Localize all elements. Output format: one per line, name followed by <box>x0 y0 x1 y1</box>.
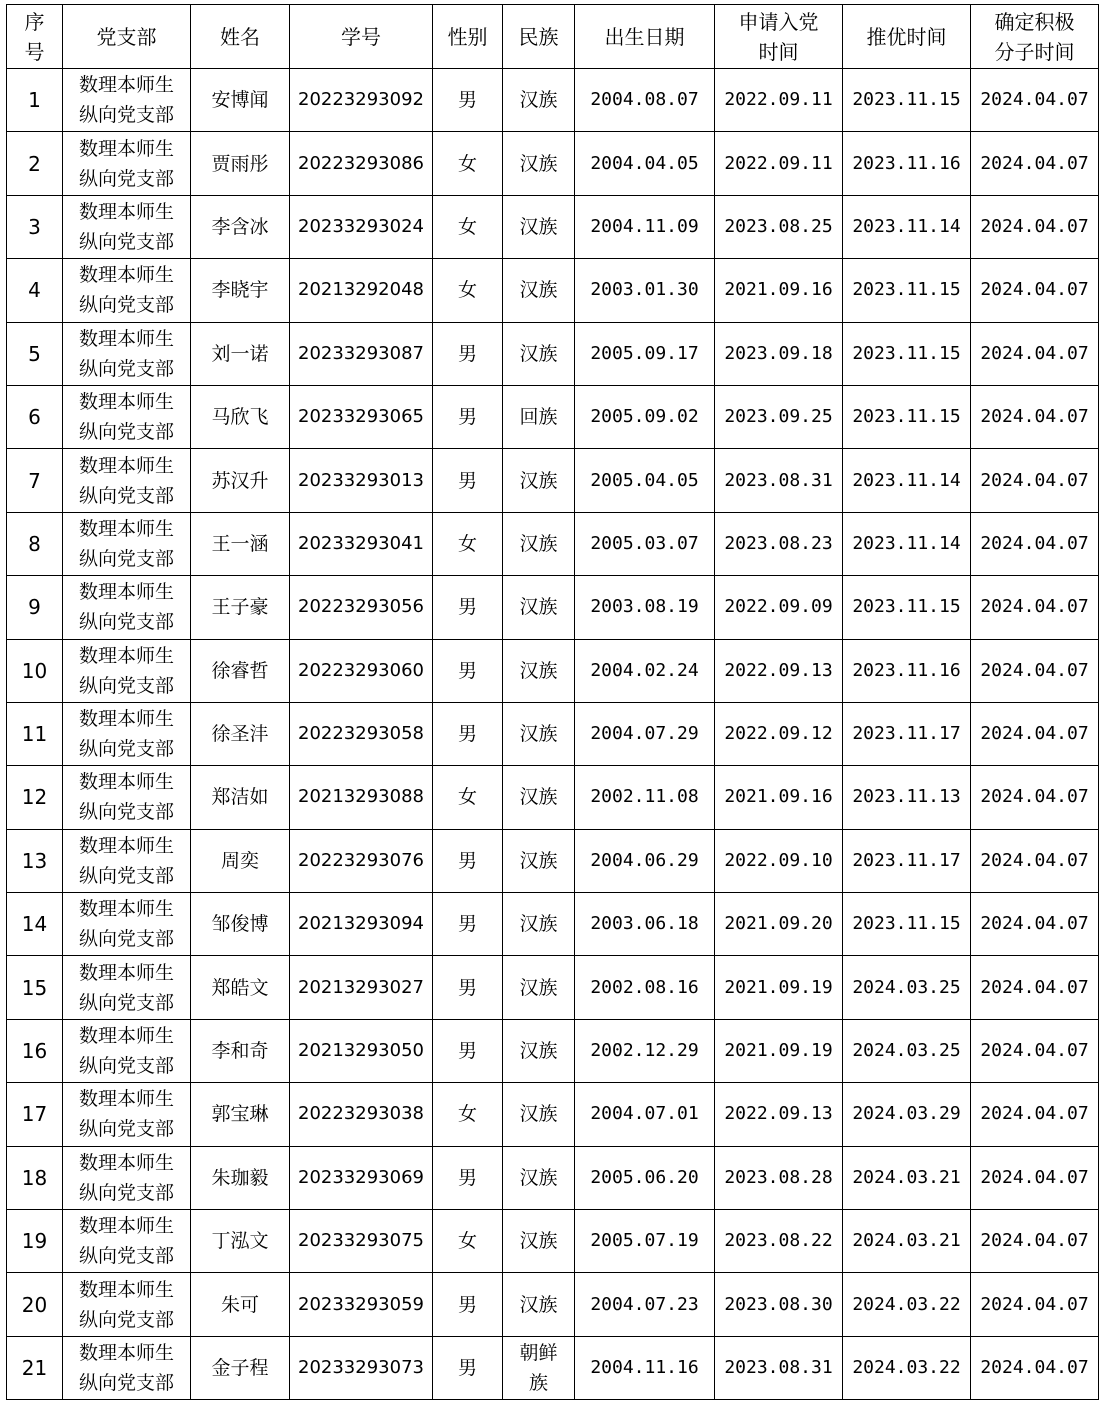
row-index: 4 <box>7 259 63 322</box>
row-birth-date: 2004.04.05 <box>575 132 715 195</box>
row-name: 贾雨彤 <box>191 132 290 195</box>
row-branch <box>63 259 191 322</box>
row-ethnicity: 汉族 <box>503 1083 575 1146</box>
row-ethnicity <box>503 1336 575 1399</box>
row-branch-line2: 纵向党支部 <box>78 1181 174 1204</box>
row-gender: 男 <box>433 639 503 702</box>
row-birth-date: 2005.09.17 <box>575 322 715 385</box>
row-name: 王子豪 <box>191 576 290 639</box>
table-row <box>7 576 1099 639</box>
row-ethnicity: 汉族 <box>503 195 575 258</box>
row-gender: 男 <box>433 829 503 892</box>
row-name: 郭宝琳 <box>191 1083 290 1146</box>
row-branch-line1: 数理本师生 <box>78 1342 174 1364</box>
row-ethnicity: 汉族 <box>503 1019 575 1082</box>
row-recommend-date: 2023.11.14 <box>843 512 971 575</box>
row-branch-line2: 纵向党支部 <box>78 928 174 951</box>
row-name: 徐睿哲 <box>191 639 290 702</box>
row-branch-line1: 数理本师生 <box>78 454 174 477</box>
header-student-id: 学号 <box>290 5 433 69</box>
row-ethnicity: 回族 <box>503 385 575 448</box>
row-student-id: 20223293060 <box>290 639 433 702</box>
row-activist-date: 2024.04.07 <box>971 766 1099 829</box>
table-row <box>7 69 1099 132</box>
row-gender: 男 <box>433 1019 503 1082</box>
row-activist-date: 2024.04.07 <box>971 576 1099 639</box>
row-branch-line1: 数理本师生 <box>78 1088 174 1111</box>
row-branch <box>63 449 191 512</box>
row-activist-date: 2024.04.07 <box>971 1146 1099 1209</box>
row-apply-date: 2023.08.30 <box>715 1273 843 1336</box>
row-recommend-date: 2023.11.14 <box>843 195 971 258</box>
row-branch <box>63 1146 191 1209</box>
row-birth-date: 2004.07.29 <box>575 702 715 765</box>
row-name: 朱珈毅 <box>191 1146 290 1209</box>
row-student-id: 20213292048 <box>290 259 433 322</box>
table-row <box>7 1336 1099 1399</box>
row-name: 徐圣沣 <box>191 702 290 765</box>
row-index: 7 <box>7 449 63 512</box>
row-ethnicity: 汉族 <box>503 829 575 892</box>
table-row <box>7 512 1099 575</box>
row-recommend-date: 2024.03.22 <box>843 1336 971 1399</box>
row-apply-date: 2022.09.13 <box>715 639 843 702</box>
row-apply-date: 2021.09.20 <box>715 893 843 956</box>
table-row <box>7 1273 1099 1336</box>
row-index: 15 <box>7 956 63 1019</box>
row-name: 朱可 <box>191 1273 290 1336</box>
header-gender: 性别 <box>433 5 503 69</box>
header-row <box>7 5 1099 69</box>
table-row <box>7 766 1099 829</box>
row-activist-date: 2024.04.07 <box>971 1210 1099 1273</box>
table-row <box>7 956 1099 1019</box>
row-recommend-date: 2023.11.14 <box>843 449 971 512</box>
row-branch-line2: 纵向党支部 <box>78 864 174 887</box>
table-row <box>7 322 1099 385</box>
row-student-id: 20233293075 <box>290 1210 433 1273</box>
row-branch-line1: 数理本师生 <box>78 1025 174 1048</box>
row-recommend-date: 2023.11.15 <box>843 322 971 385</box>
table-header <box>7 5 1099 69</box>
table-body <box>7 69 1099 1400</box>
row-activist-date: 2024.04.07 <box>971 893 1099 956</box>
row-branch-line2: 纵向党支部 <box>78 1372 174 1394</box>
row-birth-date: 2003.08.19 <box>575 576 715 639</box>
row-apply-date: 2023.08.22 <box>715 1210 843 1273</box>
row-name: 王一涵 <box>191 512 290 575</box>
header-activist-line1: 确定积极 <box>994 9 1075 34</box>
row-name: 郑洁如 <box>191 766 290 829</box>
row-student-id: 20213293094 <box>290 893 433 956</box>
row-gender: 男 <box>433 322 503 385</box>
row-gender: 男 <box>433 1336 503 1399</box>
row-name: 苏汉升 <box>191 449 290 512</box>
row-branch-line2: 纵向党支部 <box>78 1118 174 1141</box>
header-index <box>7 5 63 69</box>
row-branch-line2: 纵向党支部 <box>78 611 174 634</box>
header-apply-line2: 时间 <box>758 39 799 64</box>
row-branch-line1: 数理本师生 <box>78 517 174 540</box>
row-recommend-date: 2023.11.15 <box>843 893 971 956</box>
row-ethnicity: 汉族 <box>503 893 575 956</box>
table-row <box>7 195 1099 258</box>
row-activist-date: 2024.04.07 <box>971 956 1099 1019</box>
row-index: 9 <box>7 576 63 639</box>
row-gender: 女 <box>433 512 503 575</box>
row-gender: 男 <box>433 385 503 448</box>
row-student-id: 20233293087 <box>290 322 433 385</box>
row-branch-line1: 数理本师生 <box>78 771 174 794</box>
table-row <box>7 829 1099 892</box>
row-birth-date: 2003.06.18 <box>575 893 715 956</box>
row-branch-line2: 纵向党支部 <box>78 484 174 507</box>
row-index: 19 <box>7 1210 63 1273</box>
row-birth-date: 2005.06.20 <box>575 1146 715 1209</box>
table-row <box>7 132 1099 195</box>
row-recommend-date: 2023.11.15 <box>843 259 971 322</box>
row-activist-date: 2024.04.07 <box>971 385 1099 448</box>
row-ethnicity: 汉族 <box>503 322 575 385</box>
header-index-line2: 号 <box>24 39 45 64</box>
row-ethnicity: 汉族 <box>503 1146 575 1209</box>
row-ethnicity: 汉族 <box>503 259 575 322</box>
row-index: 6 <box>7 385 63 448</box>
header-recommend-date: 推优时间 <box>843 5 971 69</box>
row-activist-date: 2024.04.07 <box>971 1083 1099 1146</box>
row-index: 14 <box>7 893 63 956</box>
row-recommend-date: 2024.03.29 <box>843 1083 971 1146</box>
row-student-id: 20233293069 <box>290 1146 433 1209</box>
header-index-line1: 序 <box>24 9 45 34</box>
row-name: 李和奇 <box>191 1019 290 1082</box>
row-birth-date: 2005.07.19 <box>575 1210 715 1273</box>
row-birth-date: 2002.11.08 <box>575 766 715 829</box>
row-branch <box>63 512 191 575</box>
row-apply-date: 2023.08.31 <box>715 449 843 512</box>
row-index: 17 <box>7 1083 63 1146</box>
row-student-id: 20213293088 <box>290 766 433 829</box>
table-row <box>7 1146 1099 1209</box>
row-student-id: 20213293027 <box>290 956 433 1019</box>
row-ethnicity: 汉族 <box>503 702 575 765</box>
row-gender: 女 <box>433 766 503 829</box>
row-ethnicity: 汉族 <box>503 766 575 829</box>
row-apply-date: 2023.08.23 <box>715 512 843 575</box>
row-branch-line1: 数理本师生 <box>78 834 174 857</box>
table-row <box>7 1019 1099 1082</box>
row-activist-date: 2024.04.07 <box>971 1336 1099 1399</box>
row-name: 刘一诺 <box>191 322 290 385</box>
row-branch <box>63 1083 191 1146</box>
row-ethnicity: 汉族 <box>503 1273 575 1336</box>
row-gender: 男 <box>433 702 503 765</box>
table-row <box>7 1210 1099 1273</box>
row-apply-date: 2023.08.31 <box>715 1336 843 1399</box>
row-student-id: 20223293092 <box>290 69 433 132</box>
row-activist-date: 2024.04.07 <box>971 1273 1099 1336</box>
row-recommend-date: 2024.03.21 <box>843 1210 971 1273</box>
row-apply-date: 2021.09.19 <box>715 956 843 1019</box>
row-student-id: 20233293059 <box>290 1273 433 1336</box>
row-ethnicity-line2: 族 <box>528 1372 548 1394</box>
table-row <box>7 702 1099 765</box>
row-branch <box>63 766 191 829</box>
row-recommend-date: 2023.11.16 <box>843 132 971 195</box>
row-activist-date: 2024.04.07 <box>971 69 1099 132</box>
row-index: 10 <box>7 639 63 702</box>
row-gender: 男 <box>433 1273 503 1336</box>
row-branch <box>63 956 191 1019</box>
row-branch-line1: 数理本师生 <box>78 1278 174 1301</box>
row-gender: 男 <box>433 1146 503 1209</box>
row-recommend-date: 2023.11.15 <box>843 69 971 132</box>
row-gender: 女 <box>433 1083 503 1146</box>
row-index: 20 <box>7 1273 63 1336</box>
table-row <box>7 639 1099 702</box>
row-branch-line2: 纵向党支部 <box>78 421 174 444</box>
row-student-id: 20233293065 <box>290 385 433 448</box>
row-apply-date: 2022.09.10 <box>715 829 843 892</box>
row-branch-line2: 纵向党支部 <box>78 104 174 127</box>
row-student-id: 20213293050 <box>290 1019 433 1082</box>
row-birth-date: 2003.01.30 <box>575 259 715 322</box>
row-branch-line2: 纵向党支部 <box>78 674 174 697</box>
row-birth-date: 2005.04.05 <box>575 449 715 512</box>
header-apply-line1: 申请入党 <box>738 9 819 34</box>
row-apply-date: 2021.09.16 <box>715 259 843 322</box>
row-apply-date: 2022.09.11 <box>715 69 843 132</box>
header-activist-line2: 分子时间 <box>994 39 1075 64</box>
row-activist-date: 2024.04.07 <box>971 195 1099 258</box>
row-recommend-date: 2023.11.15 <box>843 576 971 639</box>
row-branch <box>63 1273 191 1336</box>
row-branch <box>63 69 191 132</box>
row-gender: 男 <box>433 449 503 512</box>
row-birth-date: 2004.07.23 <box>575 1273 715 1336</box>
header-branch: 党支部 <box>63 5 191 69</box>
row-student-id: 20223293086 <box>290 132 433 195</box>
row-ethnicity: 汉族 <box>503 512 575 575</box>
row-name: 邹俊博 <box>191 893 290 956</box>
row-ethnicity: 汉族 <box>503 1210 575 1273</box>
row-branch <box>63 893 191 956</box>
row-apply-date: 2023.08.25 <box>715 195 843 258</box>
header-apply-date <box>715 5 843 69</box>
row-birth-date: 2005.09.02 <box>575 385 715 448</box>
row-branch-line2: 纵向党支部 <box>78 547 174 570</box>
row-branch-line2: 纵向党支部 <box>78 801 174 824</box>
row-gender: 女 <box>433 1210 503 1273</box>
row-apply-date: 2023.09.18 <box>715 322 843 385</box>
row-birth-date: 2004.07.01 <box>575 1083 715 1146</box>
header-name: 姓名 <box>191 5 290 69</box>
row-student-id: 20233293041 <box>290 512 433 575</box>
row-student-id: 20223293076 <box>290 829 433 892</box>
row-birth-date: 2004.06.29 <box>575 829 715 892</box>
row-gender: 男 <box>433 69 503 132</box>
row-gender: 男 <box>433 956 503 1019</box>
row-ethnicity: 汉族 <box>503 69 575 132</box>
header-ethnicity: 民族 <box>503 5 575 69</box>
row-activist-date: 2024.04.07 <box>971 259 1099 322</box>
row-index: 1 <box>7 69 63 132</box>
row-branch-line2: 纵向党支部 <box>78 738 174 761</box>
row-birth-date: 2002.12.29 <box>575 1019 715 1082</box>
row-branch <box>63 702 191 765</box>
row-apply-date: 2022.09.13 <box>715 1083 843 1146</box>
row-recommend-date: 2024.03.21 <box>843 1146 971 1209</box>
row-birth-date: 2004.08.07 <box>575 69 715 132</box>
row-name: 金子程 <box>191 1336 290 1399</box>
table-row <box>7 449 1099 512</box>
row-branch <box>63 322 191 385</box>
row-branch-line2: 纵向党支部 <box>78 294 174 317</box>
row-birth-date: 2005.03.07 <box>575 512 715 575</box>
row-index: 11 <box>7 702 63 765</box>
row-activist-date: 2024.04.07 <box>971 702 1099 765</box>
row-branch <box>63 132 191 195</box>
row-recommend-date: 2023.11.15 <box>843 385 971 448</box>
row-index: 12 <box>7 766 63 829</box>
row-branch-line1: 数理本师生 <box>78 74 174 97</box>
row-branch <box>63 1336 191 1399</box>
table-row <box>7 259 1099 322</box>
row-branch-line2: 纵向党支部 <box>78 167 174 190</box>
row-branch-line1: 数理本师生 <box>78 581 174 604</box>
row-birth-date: 2004.11.09 <box>575 195 715 258</box>
row-name: 马欣飞 <box>191 385 290 448</box>
row-name: 安博闻 <box>191 69 290 132</box>
row-student-id: 20233293013 <box>290 449 433 512</box>
row-branch-line2: 纵向党支部 <box>78 230 174 253</box>
row-branch-line1: 数理本师生 <box>78 327 174 350</box>
row-branch <box>63 1019 191 1082</box>
row-student-id: 20233293024 <box>290 195 433 258</box>
row-name: 郑皓文 <box>191 956 290 1019</box>
row-apply-date: 2021.09.16 <box>715 766 843 829</box>
row-branch-line2: 纵向党支部 <box>78 1245 174 1268</box>
row-ethnicity: 汉族 <box>503 449 575 512</box>
row-gender: 女 <box>433 195 503 258</box>
header-birth-date: 出生日期 <box>575 5 715 69</box>
row-apply-date: 2021.09.19 <box>715 1019 843 1082</box>
row-index: 5 <box>7 322 63 385</box>
table-row <box>7 893 1099 956</box>
row-gender: 男 <box>433 576 503 639</box>
row-name: 周奕 <box>191 829 290 892</box>
row-recommend-date: 2023.11.17 <box>843 702 971 765</box>
row-gender: 女 <box>433 132 503 195</box>
row-branch-line1: 数理本师生 <box>78 391 174 414</box>
row-name: 丁泓文 <box>191 1210 290 1273</box>
row-branch-line2: 纵向党支部 <box>78 1308 174 1331</box>
row-recommend-date: 2023.11.17 <box>843 829 971 892</box>
header-activist-date <box>971 5 1099 69</box>
row-index: 2 <box>7 132 63 195</box>
row-branch <box>63 576 191 639</box>
row-recommend-date: 2024.03.25 <box>843 956 971 1019</box>
row-ethnicity: 汉族 <box>503 132 575 195</box>
row-apply-date: 2023.09.25 <box>715 385 843 448</box>
row-recommend-date: 2023.11.16 <box>843 639 971 702</box>
row-branch <box>63 1210 191 1273</box>
row-recommend-date: 2024.03.22 <box>843 1273 971 1336</box>
row-activist-date: 2024.04.07 <box>971 1019 1099 1082</box>
row-apply-date: 2022.09.11 <box>715 132 843 195</box>
row-activist-date: 2024.04.07 <box>971 322 1099 385</box>
table-row <box>7 385 1099 448</box>
row-student-id: 20223293038 <box>290 1083 433 1146</box>
row-branch-line1: 数理本师生 <box>78 264 174 287</box>
row-ethnicity: 汉族 <box>503 639 575 702</box>
row-branch <box>63 639 191 702</box>
row-apply-date: 2022.09.09 <box>715 576 843 639</box>
row-branch-line1: 数理本师生 <box>78 708 174 731</box>
row-birth-date: 2002.08.16 <box>575 956 715 1019</box>
row-activist-date: 2024.04.07 <box>971 132 1099 195</box>
row-birth-date: 2004.02.24 <box>575 639 715 702</box>
row-birth-date: 2004.11.16 <box>575 1336 715 1399</box>
row-index: 16 <box>7 1019 63 1082</box>
row-branch-line1: 数理本师生 <box>78 1151 174 1174</box>
row-index: 21 <box>7 1336 63 1399</box>
row-branch <box>63 829 191 892</box>
row-branch-line1: 数理本师生 <box>78 898 174 921</box>
row-branch-line2: 纵向党支部 <box>78 1055 174 1078</box>
row-branch-line2: 纵向党支部 <box>78 991 174 1014</box>
row-index: 18 <box>7 1146 63 1209</box>
row-index: 13 <box>7 829 63 892</box>
row-ethnicity: 汉族 <box>503 576 575 639</box>
row-name: 李晓宇 <box>191 259 290 322</box>
row-gender: 女 <box>433 259 503 322</box>
row-student-id: 20223293056 <box>290 576 433 639</box>
row-branch <box>63 195 191 258</box>
table-row <box>7 1083 1099 1146</box>
activist-roster-table <box>6 4 1099 1400</box>
row-branch-line2: 纵向党支部 <box>78 357 174 380</box>
row-recommend-date: 2023.11.13 <box>843 766 971 829</box>
row-index: 8 <box>7 512 63 575</box>
row-activist-date: 2024.04.07 <box>971 829 1099 892</box>
row-index: 3 <box>7 195 63 258</box>
row-student-id: 20233293073 <box>290 1336 433 1399</box>
row-gender: 男 <box>433 893 503 956</box>
row-branch-line1: 数理本师生 <box>78 644 174 667</box>
row-name: 李含冰 <box>191 195 290 258</box>
row-ethnicity-line1: 朝鲜 <box>519 1342 558 1364</box>
row-branch-line1: 数理本师生 <box>78 1215 174 1238</box>
row-branch-line1: 数理本师生 <box>78 961 174 984</box>
row-apply-date: 2022.09.12 <box>715 702 843 765</box>
row-activist-date: 2024.04.07 <box>971 639 1099 702</box>
row-activist-date: 2024.04.07 <box>971 449 1099 512</box>
row-student-id: 20223293058 <box>290 702 433 765</box>
row-recommend-date: 2024.03.25 <box>843 1019 971 1082</box>
row-branch-line1: 数理本师生 <box>78 137 174 160</box>
row-branch <box>63 385 191 448</box>
row-ethnicity: 汉族 <box>503 956 575 1019</box>
row-activist-date: 2024.04.07 <box>971 512 1099 575</box>
row-apply-date: 2023.08.28 <box>715 1146 843 1209</box>
row-branch-line1: 数理本师生 <box>78 200 174 223</box>
